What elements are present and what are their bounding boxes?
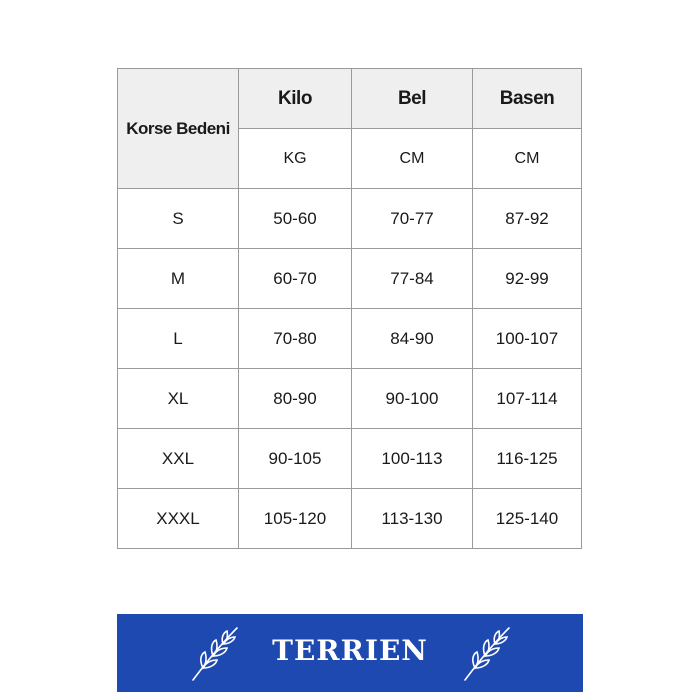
basen-cell: 87-92 <box>473 189 582 249</box>
size-chart-table <box>117 68 582 549</box>
kilo-cell: 90-105 <box>239 429 352 489</box>
bel-cell: 113-130 <box>352 489 473 549</box>
unit-basen: CM <box>473 129 582 189</box>
header-basen: Basen <box>473 69 582 129</box>
kilo-cell: 80-90 <box>239 369 352 429</box>
corner-header: Korse Bedeni <box>118 69 239 189</box>
size-cell: XXXL <box>118 489 239 549</box>
brand-banner <box>117 614 583 692</box>
basen-cell: 125-140 <box>473 489 582 549</box>
basen-cell: 100-107 <box>473 309 582 369</box>
bel-cell: 77-84 <box>352 249 473 309</box>
size-cell: XXL <box>118 429 239 489</box>
basen-cell: 107-114 <box>473 369 582 429</box>
basen-cell: 116-125 <box>473 429 582 489</box>
header-kilo: Kilo <box>239 69 352 129</box>
unit-bel: CM <box>352 129 473 189</box>
size-cell: M <box>118 249 239 309</box>
size-cell: S <box>118 189 239 249</box>
table-row <box>118 489 582 549</box>
table-row <box>118 429 582 489</box>
laurel-branch-icon <box>457 622 517 684</box>
table-row <box>118 249 582 309</box>
bel-cell: 84-90 <box>352 309 473 369</box>
table-row <box>118 309 582 369</box>
kilo-cell: 70-80 <box>239 309 352 369</box>
bel-cell: 100-113 <box>352 429 473 489</box>
kilo-cell: 105-120 <box>239 489 352 549</box>
kilo-cell: 50-60 <box>239 189 352 249</box>
basen-cell: 92-99 <box>473 249 582 309</box>
size-cell: XL <box>118 369 239 429</box>
bel-cell: 90-100 <box>352 369 473 429</box>
size-cell: L <box>118 309 239 369</box>
brand-name: TERRIEN <box>272 634 428 667</box>
header-bel: Bel <box>352 69 473 129</box>
bel-cell: 70-77 <box>352 189 473 249</box>
table-row <box>118 189 582 249</box>
unit-kilo: KG <box>239 129 352 189</box>
table-row <box>118 369 582 429</box>
kilo-cell: 60-70 <box>239 249 352 309</box>
